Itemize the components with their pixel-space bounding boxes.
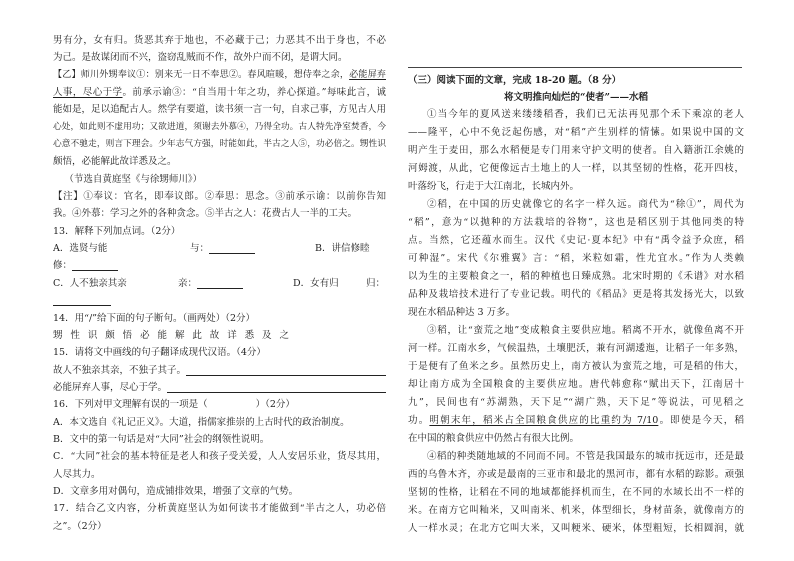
underlined-sentence: 明朝末年，稻米占全国粮食供应的比重约为 7/10 [429,415,659,426]
paragraph-line: 却让南方成为全国粮食的主要供应地。唐代韩愈称“赋出天下，江南居十 [408,379,744,390]
annotation-line: 我。④外慕：学习之外的各种贪念。⑤半古之人：花费古人一半的工夫。 [53,208,358,220]
question-13-row-b-blank [53,257,386,274]
paragraph-line: 在中国的粮食供应中仍然占有很大比例。 [408,433,580,444]
question-13-option-b: B．讲信修睦 [315,243,370,255]
passage-yi-text: 【乙】师川外甥奉议①：别来无一日不奉思②。春风暄暖，想侍奉之余， [53,69,350,80]
question-14-stem: 14．用“/”给下面的句子断句。（画两处）（2分） [53,312,256,324]
question-17-stem: 之”。（2分） [53,520,107,532]
question-16-option: B．文中的第一句话是对“大同”社会的纲领性说明。 [53,433,270,445]
paragraph-line: 河一样。江南水乡，气候温热，土壤肥沃，兼有河湖逶迤，让稻子一年多熟， [408,343,744,354]
question-13-option-c: C．人不独亲其亲 [53,277,127,289]
paragraph-line: 现在水稻品种达 3 万多。 [408,307,516,318]
section-divider [408,67,742,68]
left-column [53,32,386,535]
paragraph-line: ①当今年的夏风送来缕缕稻香，我们已无法再见那个禾下乘凉的老人 [427,109,744,120]
question-13-label-c: 亲： [178,277,198,289]
paragraph-text: 。即使是今天，稻 [658,415,744,426]
question-13-label-b: 修： [53,260,73,272]
passage-yi-line: 颇悟，必能解此故详悉及之。 [53,156,177,168]
paragraph-line: ②稻，在中国的历史就像它的名字一样久远。商代为“稌①”，周代为 [427,199,744,210]
question-15-sentence: 故人不独亲其亲，不独子其子。 [53,364,187,376]
paragraph-line: 叶落纷飞，行走于大江南北，长城内外。 [408,181,580,192]
question-16-stem [53,396,386,413]
answer-blank [197,277,243,289]
question-16-stem-text: 16．下列对甲文理解有误的一项是（ [53,399,208,411]
question-13-option-a: A．选贤与能 [53,243,108,255]
paragraph-line: 品种及栽培技术进行了专业记载。明代的《稻品》更是将其发扬光大，以致 [408,289,744,300]
question-16-option: 人尽其力。 [53,468,101,480]
section-heading: （三）阅读下面的文章，完成 18-20 题。（8 分） [408,75,622,86]
question-16-option: C．“大同”社会的基本特征是老人和孩子受关爱，人人安居乐业，货尽其用， [53,451,386,463]
question-17-stem: 17．结合乙文内容，分析黄庭坚认为如何读书才能做到“半古之人，功必倍 [53,503,386,515]
paragraph-line: 明产生于麦田，那么水稻便是专门用来守护文明的使者。自入籍浙江余姚的 [408,145,744,156]
paragraph-line: 河姆渡，从此，它便像远古土地上的人一样，以其坚韧的性格，花开四枝， [408,163,744,174]
article-title: 将文明推向灿烂的“使者”——水稻 [504,92,648,103]
question-14-sentence: 甥 性 识 颇 悟 必 能 解 此 故 详 悉 及 之 [53,329,291,341]
question-15-sentence: 必能屏弃人事，尽心于学。 [53,381,168,393]
answer-blank [186,364,386,376]
answer-blank [53,294,111,306]
paragraph-line: 点。当然，它还蕴水而生。汉代《史记·夏本纪》中有“禹令益予众庶，稻 [408,235,744,246]
passage-jia-line: 男有分，女有归。货恶其弃于地也，不必藏于己；力恶其不出于身也，不必 [53,35,386,46]
paragraph-line: “稻”，意为“以抛种的方法栽培的谷物”，这也是稻区别于其他同类的特 [408,217,744,228]
question-16-stem-score: ）（2分） [255,399,295,411]
answer-blank [167,381,386,393]
passage-jia-line: 为己。是故谋闭而不兴，盗窃乱贼而不作，故外户而不闭，是谓大同。 [53,52,348,64]
paragraph-line: 米。在南方它叫籼米，又叫南米、机米，体型细长，身材苗条，就像南方的 [408,505,744,516]
paragraph-line [408,412,744,430]
question-13-row-d-blank [53,292,386,309]
question-13-stem: 13．解释下列加点词。（2分） [53,225,181,237]
paragraph-line: 可种湿”。宋代《尔雅翼》言：“稻，米粒如霜，性尤宜水。”作为人类赖 [408,253,744,264]
annotation-line: 【注】①奉议：官名，即奉议郎。②奉思：思念。③前承示谕：以前你告知 [53,191,386,203]
passage-yi-line: 心处，如此则不虚用功；又欲进道，须谢去外慕④，乃得全功。古人特先净室焚香，今 [53,121,386,132]
answer-blank [72,259,118,271]
passage-yi-text: 。前承示谕③：“自当用十年之功，养心探道。”每味此言，诚 [122,87,386,99]
paragraph-line: 坚韧的性格，让稻在不同的地域都能择机而生，在不同的水域长出不一样的 [408,487,744,498]
paragraph-line: ④稻的种类随地域的不同而不同。不管是我国最东的城市抚远市，还是最 [427,451,744,462]
paragraph-line: 于是便有了鱼米之乡。虽然历史上，南方被认为蛮荒之地，可是稻的伟大， [408,361,744,372]
underlined-sentence: 人事，尽心于学 [53,87,123,99]
question-13-option-d: D．女有归 [293,277,339,289]
question-13-row-cd [53,275,386,292]
question-15-item [53,362,386,379]
paragraph-line: 九”，民间也有“苏湖熟，天下足”“湖广熟，天下足”等说法，可见稻之 [408,397,744,408]
question-15-stem: 15．请将文中画线的句子翻译成现代汉语。（4分） [53,347,266,359]
source-citation: （节选自黄庭坚《与徐甥师川》） [64,173,203,185]
right-column [408,72,744,538]
question-15-item [53,379,386,396]
paragraph-line: 西的乌鲁木齐，亦或是最南的三亚市和最北的黑河市，都有水稻的踪影。顽强 [408,469,744,480]
passage-yi-line [53,84,386,101]
question-13-label-d: 归： [366,277,386,289]
paragraph-line: 以为生的主要粮食之一，稻的种植也日臻成熟。北宋时期的《禾谱》对水稻 [408,271,744,282]
question-13-label-a: 与： [190,243,210,255]
passage-yi-line: 能如是，足以追配古人。然学有要道，读书须一言一句，自求己事，方见古人用 [53,104,386,116]
question-13-row-ab [53,240,386,257]
paragraph-text: 功。 [408,415,430,426]
passage-yi-line: 心意不驰走，则言下理会。少年志气方强，时能如此，半古之人⑤，功必倍之。甥性识 [53,139,386,150]
paragraph-line: ——隆平，心中不免泛起伤感，对“稻”产生别样的情愫。如果说中国的文 [408,127,744,138]
underlined-sentence: 必能屏弃 [349,69,386,80]
paragraph-line: 人一样水灵；在北方它叫大米，又叫粳米、硬米，体型粗短，长相圆润，就 [408,523,744,534]
question-16-option: D．文章多用对偶句，造成铺排效果，增强了文章的气势。 [53,485,299,497]
question-16-option: A．本文选自《礼记正义》。大道，指儒家推崇的上古时代的政治制度。 [53,416,350,428]
answer-blank [209,242,255,254]
paragraph-line: ③稻，让“蛮荒之地”变成粮食主要供应地。稻离不开水，就像鱼离不开 [427,325,744,336]
passage-yi-line [53,67,386,84]
